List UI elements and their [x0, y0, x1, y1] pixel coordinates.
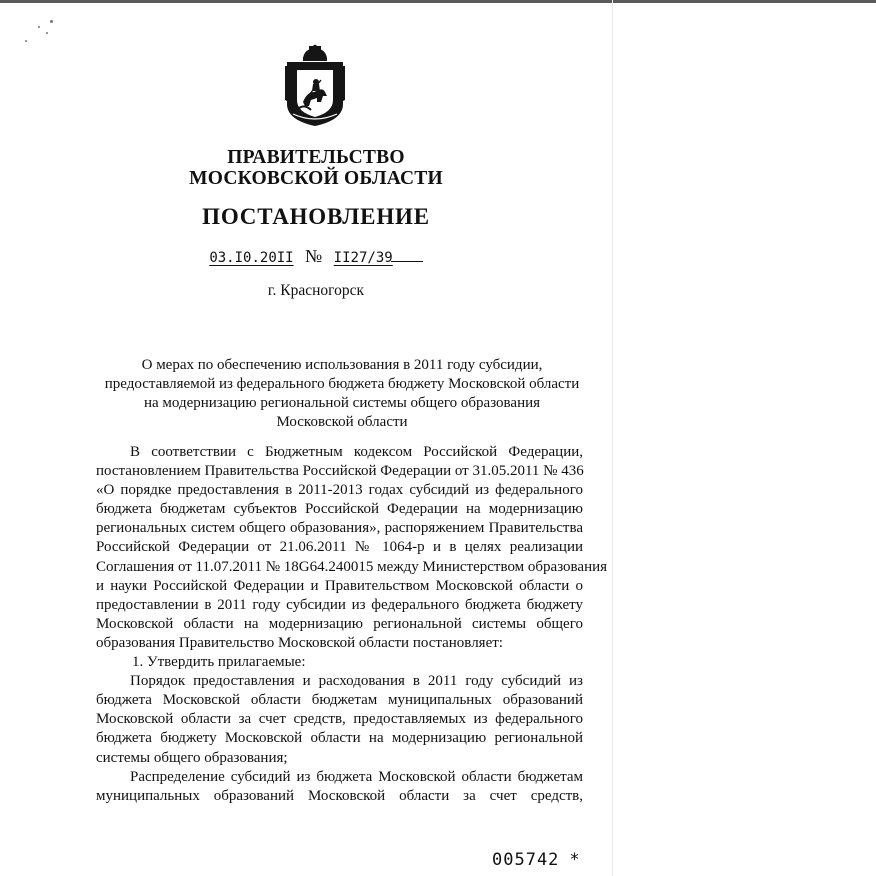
body-line: бюджета бюджетам субъектов Российской Федерации на модернизацию: [96, 501, 583, 518]
body-line: Московской области на модернизацию региональной системы общего: [96, 615, 583, 632]
asterisk-icon: *: [569, 850, 581, 870]
list-item-heading: 1. Утвердить прилагаемые:: [132, 654, 306, 671]
scan-fold-line: [612, 0, 613, 876]
body-line: Распределение субсидий из бюджета Московской области бюджетам: [130, 768, 583, 785]
body-line: образования Правительство Московской области постановляет:: [96, 634, 503, 651]
scan-top-edge: [0, 0, 876, 3]
issuer-heading: [150, 147, 482, 189]
scan-speck: [25, 40, 27, 42]
stamp-code: 005742: [492, 850, 560, 870]
body-line: Соглашения от 11.07.2011 № 18G64.240015 между Министерством образования: [96, 558, 608, 575]
decree-date: 03.I0.20II: [209, 250, 294, 266]
decree-number: II27/39: [333, 250, 393, 266]
coat-of-arms-icon: [283, 44, 347, 128]
decree-subject: [100, 356, 584, 432]
issue-city: г. Красногорск: [267, 282, 365, 299]
body-line: Московской области за счет средств, предоставляемых из федерального: [96, 711, 583, 728]
decree-body: [96, 443, 608, 806]
body-line: бюджета Московской области бюджетам муниципальных образований: [96, 692, 583, 709]
body-line: В соответствии с Бюджетным кодексом Российской Федерации,: [130, 444, 583, 460]
subject-line: Московской области: [276, 414, 408, 430]
subject-line: предоставляемой из федерального бюджета бюджету Московской области: [104, 376, 580, 392]
scan-speck: [38, 26, 40, 28]
body-line: постановлением Правительства Российской Федерации от 31.05.2011 № 436: [96, 463, 584, 480]
body-line: предоставлении в 2011 году субсидии из федерального бюджета бюджету: [96, 596, 583, 613]
body-line: Российской Федерации от 21.06.2011 № 1064-р и в целях реализации: [96, 539, 583, 556]
body-line: региональных систем общего образования», распоряжением Правительства: [96, 520, 583, 537]
number-underline: [391, 261, 423, 262]
body-line: «О порядке предоставления в 2011-2013 годах субсидий из федерального: [96, 482, 583, 499]
decree-date-number: [150, 246, 482, 267]
body-line: муниципальных образований Московской области за счет средств,: [96, 787, 583, 804]
subject-line: на модернизацию региональной системы общего образования: [143, 395, 541, 411]
registration-stamp: [492, 850, 581, 870]
number-sign: №: [305, 246, 323, 266]
issuer-line: ПРАВИТЕЛЬСТВО: [227, 147, 405, 168]
scan-speck: [50, 20, 53, 23]
body-line: и науки Российской Федерации и Правительством Московской области о: [96, 577, 583, 594]
body-line: бюджета бюджету Московской области на модернизацию региональной: [96, 730, 583, 747]
crown-icon: [303, 45, 327, 61]
scan-speck: [46, 32, 48, 34]
subject-line: О мерах по обеспечению использования в 2011 году субсидии,: [141, 357, 543, 373]
document-type-title: ПОСТАНОВЛЕНИЕ: [202, 204, 430, 229]
body-line: Порядок предоставления и расходования в 2011 году субсидий из: [130, 673, 583, 690]
issuer-line: МОСКОВСКОЙ ОБЛАСТИ: [189, 168, 443, 189]
body-line: системы общего образования;: [96, 749, 288, 766]
